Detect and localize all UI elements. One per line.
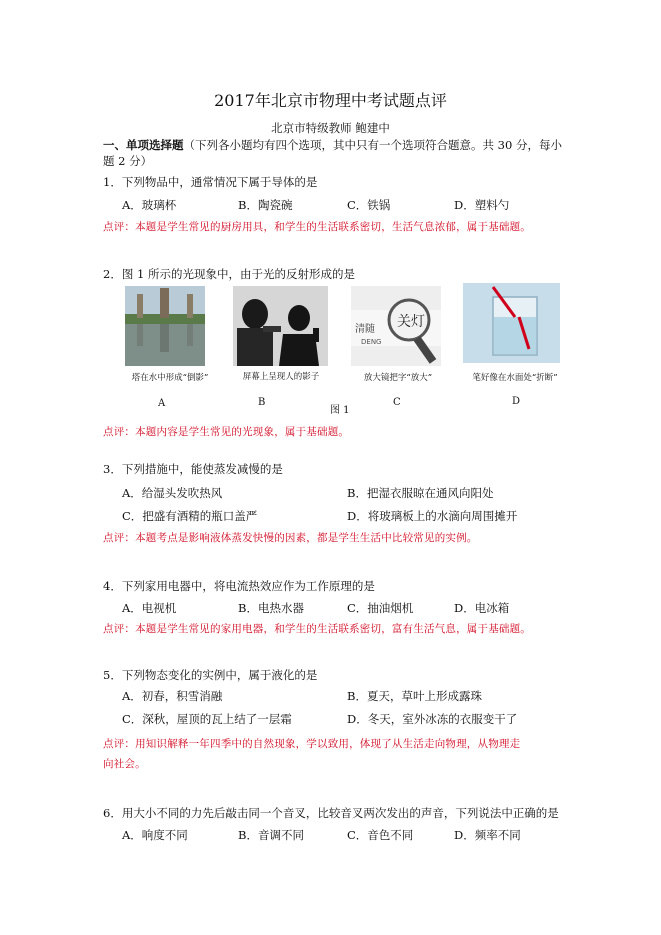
q1-comment: 点评：本题是学生常见的厨房用具，和学生的生活联系密切，生活气息浓郁，属于基础题。 [103,221,531,233]
q5-option-a: A．初春，积雪消融 [122,689,223,703]
pagoda-image [125,286,205,366]
q4-option-c: C．抽油烟机 [347,601,414,615]
q6-option-a: A．响度不同 [122,828,188,842]
q4-option-b: B．电热水器 [238,601,304,615]
q1-option-a: A．玻璃杯 [122,198,177,212]
figure-label: 图 1 [330,405,350,416]
caption-a: 塔在水中形成“倒影” [131,373,209,383]
q4-option-d: D．电冰箱 [454,601,510,615]
section-description: （下列各小题均有四个选项，其中只有一个选项符合题意。共 30 分，每小 [183,138,562,152]
q6-option-c: C．音色不同 [347,828,414,842]
shadow-image [233,286,328,366]
figure-d-refraction [463,283,560,363]
figure-b-shadow [233,286,328,366]
q6-option-d: D．频率不同 [454,828,521,842]
q4-option-a: A．电视机 [122,601,177,615]
q2-comment: 点评：本题内容是学生常见的光现象，属于基础题。 [103,426,350,438]
q3-option-d: D．将玻璃板上的水滴向周围摊开 [347,509,518,523]
q3-option-b: B．把湿衣服晾在通风向阳处 [347,486,494,500]
figure-c-magnifier [351,286,441,366]
label-d: D [512,396,521,407]
question-6-stem: 6．用大小不同的力先后敲击同一个音叉，比较音叉两次发出的声音，下列说法中正确的是 [103,806,559,820]
caption-d: 笔好像在水面处“折断” [472,373,558,383]
pencil-glass-image [463,283,560,363]
magnifier-image [351,286,441,366]
author-line: 北京市特级教师 鲍建中 [271,121,390,135]
section-title: 一、单项选择题 [103,138,184,152]
q1-option-d: D．塑料勺 [454,198,510,212]
q5-option-b: B．夏天，草叶上形成露珠 [347,689,482,703]
q5-option-c: C．深秋，屋顶的瓦上结了一层霜 [122,712,292,726]
question-3-stem: 3．下列措施中，能使蒸发减慢的是 [103,462,283,476]
figure-a-pagoda-reflection [125,286,205,366]
photo-text-guandeng: 关灯 [397,314,425,330]
photo-text-deng: DENG [361,338,382,346]
label-c: C [393,397,401,408]
q1-option-b: B．陶瓷碗 [238,198,293,212]
label-b: B [258,397,266,408]
photo-text-qingsui: 清随 [355,324,375,335]
section-heading [103,137,562,153]
question-4-stem: 4．下列家用电器中，将电流热效应作为工作原理的是 [103,579,375,593]
q5-option-d: D．冬天，室外冰冻的衣服变干了 [347,712,518,726]
label-a: A [158,398,166,409]
question-5-stem: 5．下列物态变化的实例中，属于液化的是 [103,668,318,682]
q3-comment: 点评：本题考点是影响液体蒸发快慢的因素，都是学生生活中比较常见的实例。 [103,532,478,544]
question-2-stem: 2．图 1 所示的光现象中，由于光的反射形成的是 [103,267,355,281]
question-1-stem: 1．下列物品中，通常情况下属于导体的是 [103,175,318,189]
q4-comment: 点评：本题是学生常见的家用电器，和学生的生活联系密切，富有生活气息，属于基础题。 [103,623,531,635]
caption-b: 屏幕上呈现人的影子 [242,372,320,382]
q6-option-b: B．音调不同 [238,828,304,842]
q3-option-a: A．给湿头发吹热风 [122,486,223,500]
q1-option-c: C．铁锅 [347,198,391,212]
caption-c: 放大镜把字“放大” [363,373,433,383]
q3-option-c: C．把盛有酒精的瓶口盖严 [122,509,258,523]
section-description-cont: 题 2 分） [103,154,153,168]
page-title: 2017年北京市物理中考试题点评 [214,91,447,110]
q5-comment: 点评：用知识解释一年四季中的自然现象，学以致用，体现了从生活走向物理，从物理走 [103,738,521,750]
q5-comment-cont: 向社会。 [103,758,146,770]
